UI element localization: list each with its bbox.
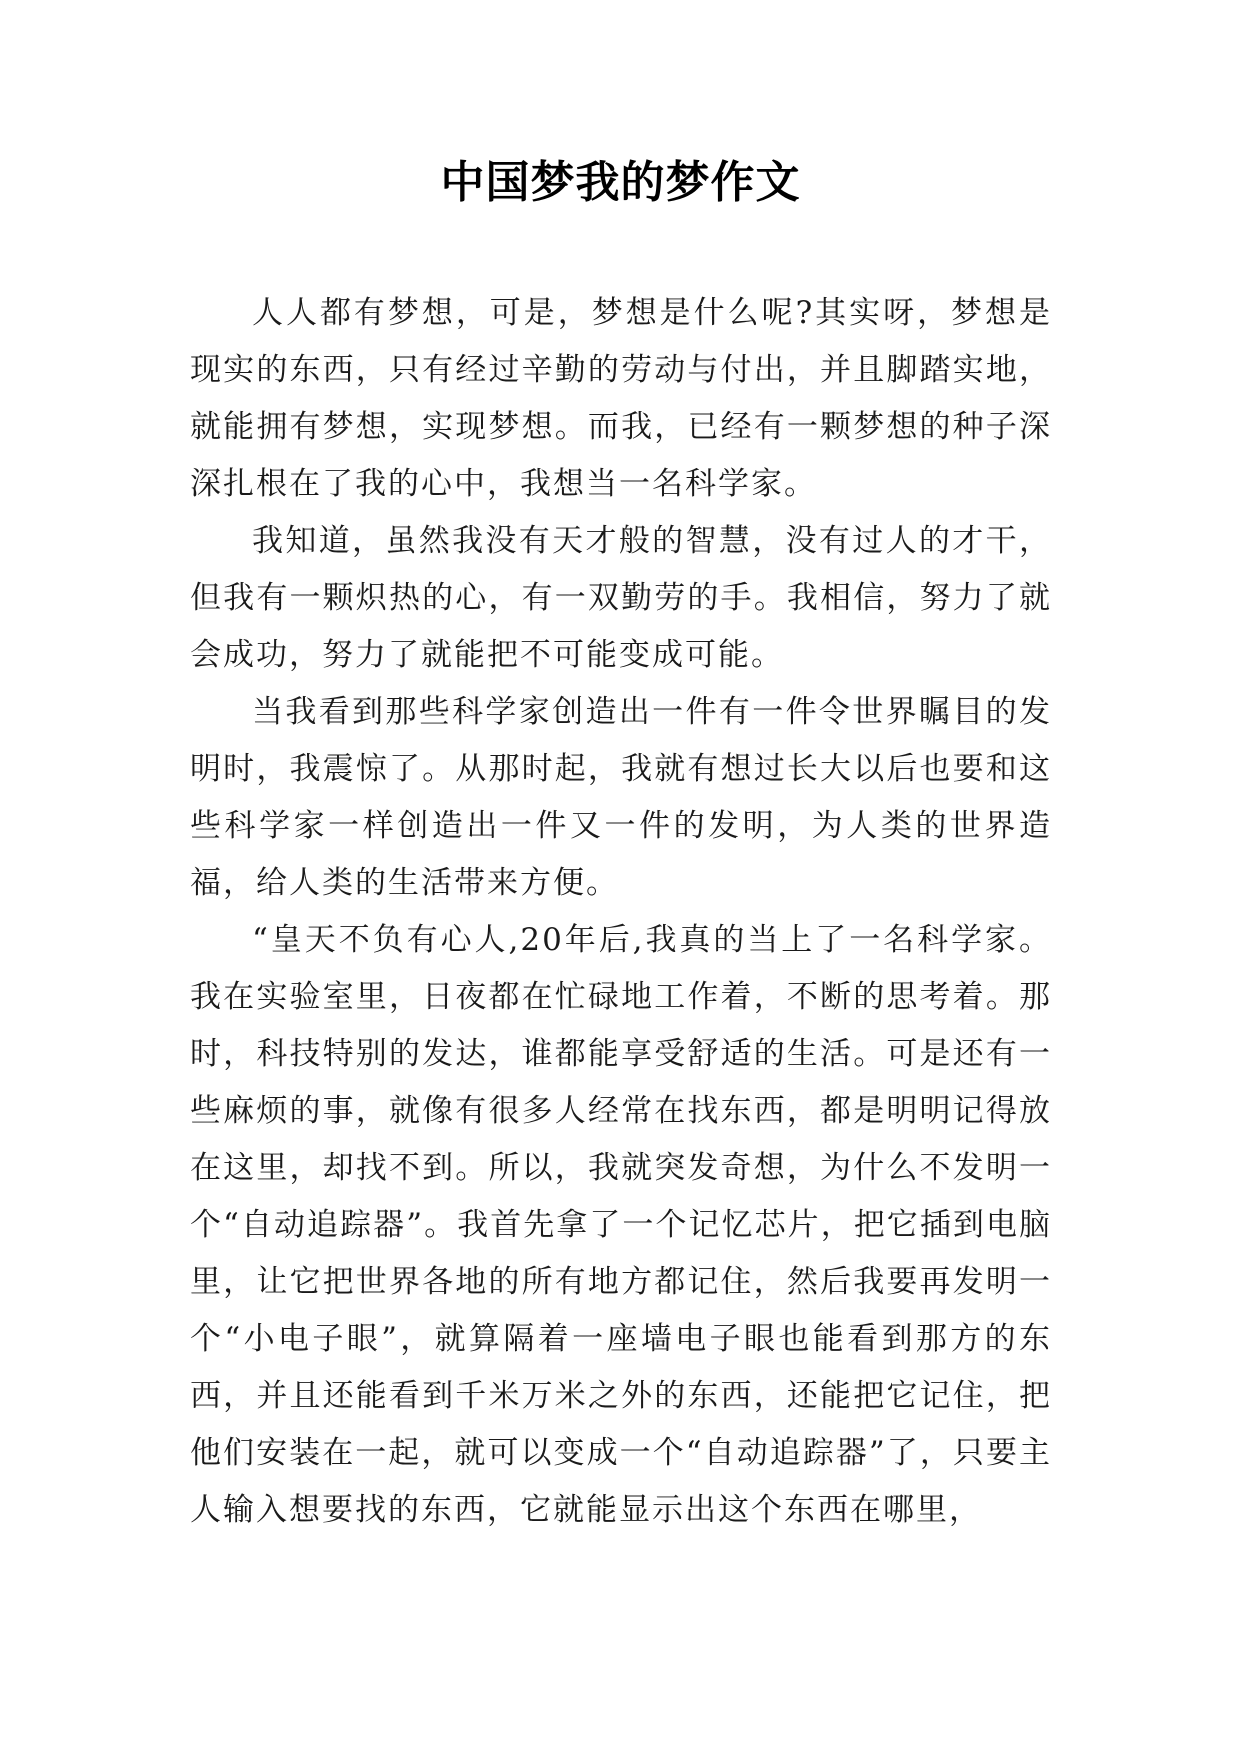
paragraph-4: “皇天不负有心人,20年后,我真的当上了一名科学家。我在实验室里，日夜都在忙碌地工作着，不断的思考着。那时，科技特别的发达，谁都能享受舒适的生活。可是还有一些麻烦的事，就像有很多人经常在找东西，都是明明记得放在这里，却找不到。所以，我就突发奇想，为什么不发明一个“自动追踪器”。我首先拿了一个记忆芯片，把它插到电脑里，让它把世界各地的所有地方都记住，然后我要再发明一个“小电子眼”，就算隔着一座墙电子眼也能看到那方的东西，并且还能看到千米万米之外的东西，还能把它记住，把他们安装在一起，就可以变成一个“自动追踪器”了，只要主人输入想要找的东西，它就能显示出这个东西在哪里，: [190, 922, 1052, 1528]
paragraph-1: 人人都有梦想，可是，梦想是什么呢?其实呀，梦想是现实的东西，只有经过辛勤的劳动与付出，并且脚踏实地，就能拥有梦想，实现梦想。而我，已经有一颗梦想的种子深深扎根在了我的心中，我想当一名科学家。: [190, 295, 1052, 502]
document-title: 中国梦我的梦作文: [440, 157, 801, 208]
document-body: [190, 285, 1052, 1539]
paragraph-3: 当我看到那些科学家创造出一件有一件令世界瞩目的发明时，我震惊了。从那时起，我就有想过长大以后也要和这些科学家一样创造出一件又一件的发明，为人类的世界造福，给人类的生活带来方便。: [190, 694, 1052, 901]
paragraph-2: 我知道，虽然我没有天才般的智慧，没有过人的才干，但我有一颗炽热的心，有一双勤劳的手。我相信，努力了就会成功，努力了就能把不可能变成可能。: [190, 523, 1052, 673]
